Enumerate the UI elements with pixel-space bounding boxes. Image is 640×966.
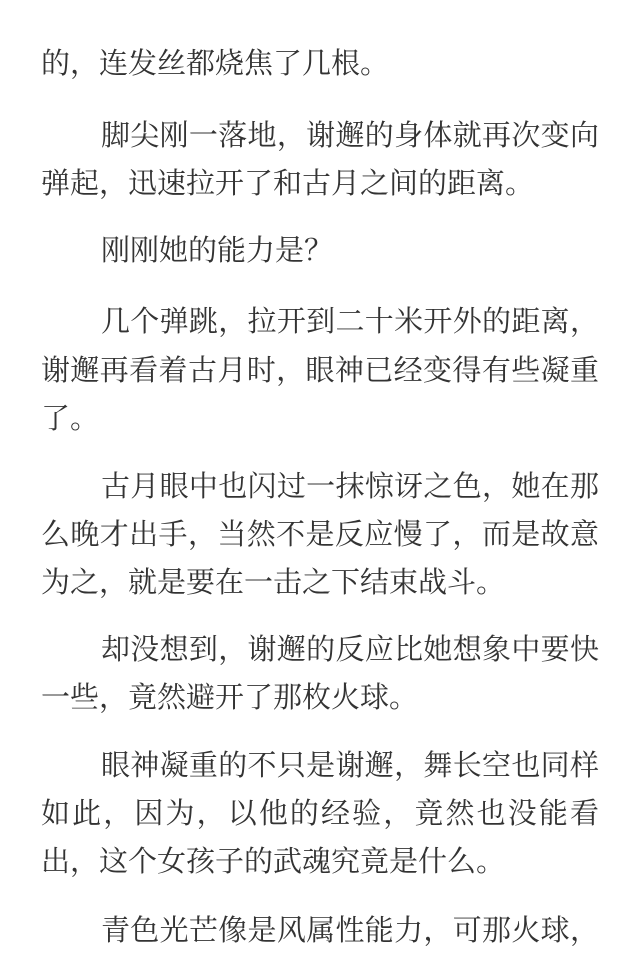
text-line: 么晚才出手，当然不是反应慢了，而是故意 [41, 517, 599, 551]
text-line: 一些，竟然避开了那枚火球。 [41, 680, 419, 714]
text-line: 了。 [41, 401, 100, 435]
text-line: 眼神凝重的不只是谢邂，舞长空也同样 [101, 748, 599, 782]
text-line: 刚刚她的能力是？ [101, 233, 334, 267]
text-line: 出，这个女孩子的武魂究竟是什么。 [41, 844, 506, 878]
text-line: 如此，因为，以他的经验，竟然也没能看 [41, 796, 599, 830]
text-line: 青色光芒像是风属性能力，可那火球， [101, 913, 599, 947]
text-line: 脚尖刚一落地，谢邂的身体就再次变向 [101, 118, 599, 152]
text-line: 弹起，迅速拉开了和古月之间的距离。 [41, 166, 535, 200]
text-line: 谢邂再看着古月时，眼神已经变得有些凝重 [41, 353, 599, 387]
text-line: 几个弹跳，拉开到二十米开外的距离， [101, 304, 599, 338]
text-line: 的，连发丝都烧焦了几根。 [41, 46, 390, 80]
text-line: 为之，就是要在一击之下结束战斗。 [41, 565, 506, 599]
text-line: 却没想到，谢邂的反应比她想象中要快 [101, 632, 599, 666]
text-line: 古月眼中也闪过一抹惊讶之色，她在那 [101, 469, 599, 503]
